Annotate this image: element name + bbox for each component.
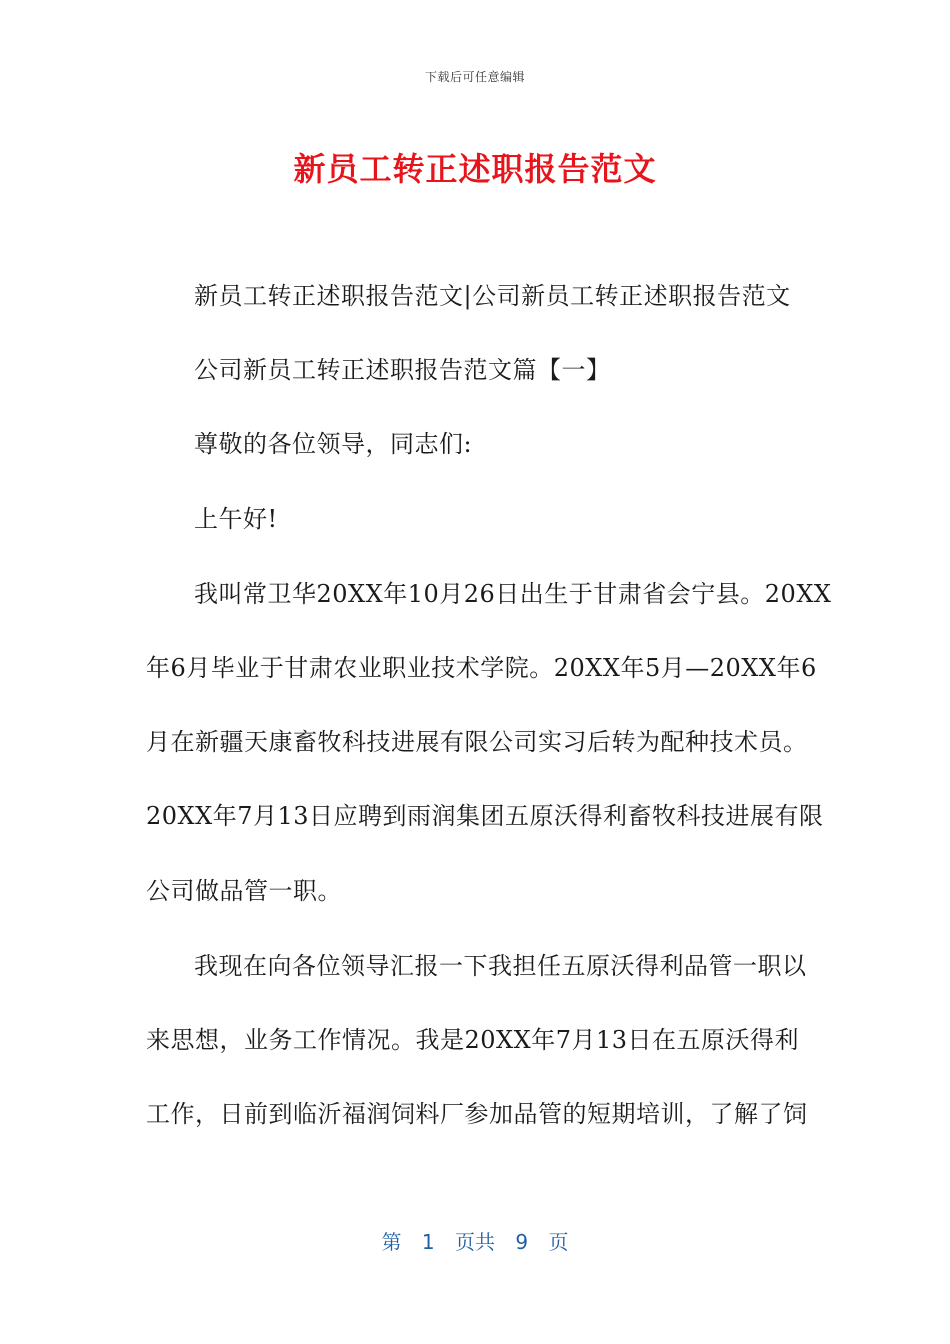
paragraph-line: 公司新员工转正述职报告范文篇【一】 — [194, 356, 611, 384]
paragraph-line: 20XX年7月13日应聘到雨润集团五原沃得利畜牧科技进展有限 — [146, 802, 824, 830]
page-label-prefix: 第 — [381, 1230, 402, 1254]
paragraph-line: 年6月毕业于甘肃农业职业技术学院。20XX年5月—20XX年6 — [146, 654, 817, 682]
page-footer — [0, 1226, 950, 1255]
header-note: 下载后可任意编辑 — [424, 70, 525, 84]
document-title: 新员工转正述职报告范文 — [293, 150, 657, 188]
paragraph-line: 公司做品管一职。 — [146, 877, 342, 905]
page-label-suffix: 页 — [548, 1230, 569, 1254]
paragraph-line: 尊敬的各位领导，同志们: — [194, 430, 473, 458]
paragraph-line: 工作，日前到临沂福润饲料厂参加品管的短期培训，了解了饲 — [146, 1100, 808, 1128]
paragraph-line: 我叫常卫华20XX年10月26日出生于甘肃省会宁县。20XX — [194, 580, 832, 608]
paragraph-line: 月在新疆天康畜牧科技进展有限公司实习后转为配种技术员。 — [146, 728, 808, 756]
paragraph-line: 我现在向各位领导汇报一下我担任五原沃得利品管一职以 — [194, 952, 807, 980]
paragraph-line: 新员工转正述职报告范文|公司新员工转正述职报告范文 — [194, 282, 791, 310]
paragraph-line: 上午好! — [194, 505, 278, 533]
paragraph-line: 来思想，业务工作情况。我是20XX年7月13日在五原沃得利 — [146, 1026, 800, 1054]
total-pages-number: 9 — [515, 1230, 529, 1254]
current-page-number: 1 — [421, 1230, 435, 1254]
page-label-mid: 页共 — [455, 1230, 495, 1254]
